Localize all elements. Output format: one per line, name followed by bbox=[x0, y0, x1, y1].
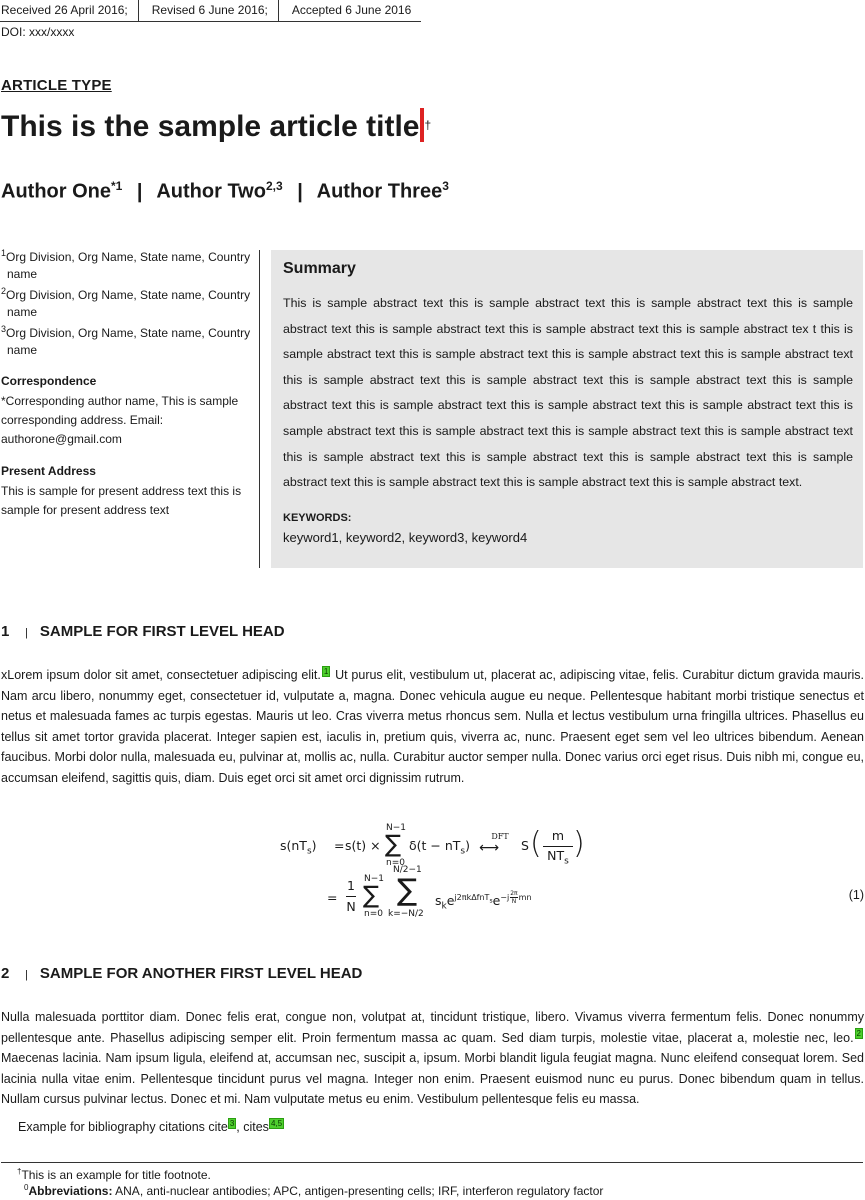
paragraph-text: Example for bibliography citations cite bbox=[18, 1120, 228, 1135]
eq-delta-text: δ(t − nT bbox=[409, 838, 461, 853]
footnote-text: This is an example for title footnote. bbox=[21, 1168, 211, 1182]
eq-sum-upper: N/2−1 bbox=[393, 865, 422, 875]
article-title bbox=[1, 108, 431, 146]
eq-s-t: s(t) × bbox=[345, 838, 381, 853]
eq-sub: k bbox=[441, 901, 447, 912]
eq-exp bbox=[454, 893, 493, 905]
eq-sum-lower: n=0 bbox=[364, 909, 383, 919]
citation-link[interactable]: 3 bbox=[229, 1119, 235, 1128]
footnote-text: ANA, anti-nuclear antibodies; APC, antigen-presenting cells; IRF, interferon regulatory factor bbox=[112, 1184, 604, 1198]
affiliation-text: Org Division, Org Name, State name, Country name bbox=[6, 288, 251, 319]
dft-arrow: ⟷ bbox=[479, 840, 500, 856]
affiliation-text: Org Division, Org Name, State name, Country name bbox=[6, 250, 251, 281]
eq-frac-den bbox=[543, 848, 573, 867]
affiliation-number: 3 bbox=[1, 324, 7, 334]
section-heading bbox=[1, 623, 285, 640]
eq-frac-den-text: NT bbox=[547, 848, 565, 863]
eq-sum-upper: N−1 bbox=[386, 823, 406, 833]
received-date: Received 26 April 2016; bbox=[1, 3, 128, 17]
publication-dates-bar bbox=[0, 0, 421, 22]
equation-number: (1) bbox=[848, 888, 864, 902]
section-number: 1 bbox=[1, 623, 10, 640]
summation-symbol: ∑ bbox=[397, 873, 418, 908]
paragraph-text: xLorem ipsum dolor sit amet, consectetuer adipiscing elit. bbox=[1, 668, 321, 682]
revised-date: Revised 6 June 2016; bbox=[151, 3, 268, 17]
correspondence-text: *Corresponding author name, This is sample corresponding address. Email: authorone@gmail.com bbox=[1, 394, 239, 446]
eq-N: N bbox=[346, 899, 356, 914]
eq-S: S bbox=[521, 838, 529, 853]
column-divider bbox=[259, 250, 260, 568]
author-sup: 2,3 bbox=[265, 179, 283, 193]
divider bbox=[138, 0, 139, 21]
author-sup: *1 bbox=[111, 179, 123, 193]
eq-sum-upper: N−1 bbox=[364, 874, 384, 884]
section-heading bbox=[1, 965, 362, 982]
eq-sub: s bbox=[489, 897, 493, 905]
eq-exp-frac bbox=[510, 890, 517, 905]
title-footnote-mark: † bbox=[424, 118, 432, 132]
affiliation bbox=[1, 283, 251, 321]
right-paren: ) bbox=[573, 826, 585, 861]
present-address-text: This is sample for present address text this is sample for present address text bbox=[1, 484, 242, 517]
eq-frac-num: m bbox=[551, 828, 565, 843]
title-text: This is the sample article title bbox=[1, 110, 420, 143]
doi: DOI: xxx/xxxx bbox=[1, 25, 75, 39]
section-title: SAMPLE FOR ANOTHER FIRST LEVEL HEAD bbox=[39, 965, 363, 982]
eq-sum-lower: k=−N/2 bbox=[388, 909, 424, 919]
eq-sub: s bbox=[306, 846, 312, 857]
bibliography-example bbox=[18, 1118, 284, 1134]
affiliation-number: 1 bbox=[1, 248, 7, 258]
left-paren: ( bbox=[530, 826, 542, 861]
footnote-mark: 0 bbox=[24, 1183, 29, 1192]
eq-lhs: $s(nT_s)$ bbox=[280, 838, 317, 857]
present-address-heading: Present Address bbox=[1, 464, 96, 478]
fraction-bar bbox=[346, 896, 356, 897]
eq-equals: = bbox=[327, 890, 338, 905]
affiliation bbox=[1, 245, 251, 283]
footnote-rule bbox=[1, 1162, 863, 1163]
summation-symbol: ∑ bbox=[385, 830, 402, 858]
author-sup: 3 bbox=[442, 179, 449, 193]
paragraph-text: , cites bbox=[236, 1120, 269, 1135]
author-list bbox=[1, 179, 449, 204]
section2-paragraph bbox=[1, 1007, 864, 1110]
eq-term: $s_ke^{j2\pi k\Delta fnT_s}e^{-j \frac{2\pi}{N} mn}$ bbox=[435, 890, 532, 912]
section-divider: | bbox=[25, 969, 28, 981]
author-name: Author Two bbox=[156, 180, 266, 203]
abbreviations-label: Abbreviations: bbox=[28, 1184, 113, 1198]
paragraph-text: Ut purus elit, vestibulum ut, placerat ac, adipiscing vitae, felis. Curabitur dictum gravida mauris. Nam arcu libero, nonummy eget, consectetuer id, vulputate a, magna. Donec vehicula augue eu neque. Pellentesque habitant morbi tristique senectus et netus et malesuada fames ac turpis egestas. Mauris ut leo. Cras viverra metus rhoncus sem. Nulla et lectus vestibulum urna fringilla ultrices. Phasellus eu tellus sit amet tortor gravida placerat. Integer sapien est, iaculis in, pretium quis, viverra ac, nunc. Praesent eget sem vel leo ultrices bibendum. Aenean faucibus. Morbi dolor nulla, malesuada eu, pulvinar at, mollis ac, nulla. Curabitur auctor semper nulla. Donec varius orci eget risus. Duis nibh mi, congue eu, accumsan eleifend, sagittis quis, diam. Duis eget orci sit amet orci dignissim rutrum. bbox=[1, 668, 864, 785]
summary-box bbox=[271, 250, 863, 568]
fraction-bar bbox=[543, 846, 573, 847]
citation-link[interactable]: 4,5 bbox=[270, 1119, 283, 1128]
section1-paragraph bbox=[1, 665, 864, 789]
author-name: Author Three bbox=[316, 180, 443, 203]
eq-exp-text: −j bbox=[500, 893, 510, 902]
eq-exp-frac-num: 2π bbox=[510, 890, 518, 897]
eq-equals: = bbox=[334, 838, 345, 853]
affiliation-number: 2 bbox=[1, 286, 7, 296]
abbreviations-footnote bbox=[24, 1183, 603, 1198]
keywords-text: keyword1, keyword2, keyword3, keyword4 bbox=[283, 530, 528, 545]
section-divider: | bbox=[25, 627, 28, 639]
summation-symbol: ∑ bbox=[363, 881, 380, 909]
correspondence-heading: Correspondence bbox=[1, 374, 97, 388]
equation bbox=[280, 822, 600, 922]
divider bbox=[278, 0, 279, 21]
paragraph-text: Maecenas lacinia. Nam ipsum ligula, eleifend at, accumsan nec, suscipit a, ipsum. Morbi blandit ligula feugiat magna. Nunc eleifend consequat lorem. Sed lacinia nulla vitae enim. Pellentesque tincidunt purus vel magna. Integer non enim. Praesent euismod nunc eu purus. Donec bibendum quam in tellus. Nullam cursus pulvinar lectus. Donec et mi. Nam vulputate metus eu enim. Vestibulum pellentesque felis eu massa. bbox=[1, 1051, 864, 1107]
citation-link[interactable]: 2 bbox=[856, 1029, 861, 1039]
author-name: Author One bbox=[1, 180, 111, 203]
summary-text: This is sample abstract text this is sample abstract text this is sample abstract text this is sample abstract text this is sample abstract text this is sample abstract text this is sample abstract tex t this is sample abstract text this is sample abstract text this is sample abstract text this is sample abstract text this is sample abstract text this is sample abstract text this is sample abstract text this is sample abstract text this is sample abstract text this is sample abstract text this is sample abstract text this is sample abstract text this is sample abstract text this is sample abstract text this is sample abstract text this is sample abstract text this is sample abstract text this is sample abstract text this is sample abstract text this is sample abstract text this is sample abstract text this is sample abstract text. bbox=[283, 296, 853, 490]
eq-one: 1 bbox=[347, 878, 355, 893]
affiliation bbox=[1, 321, 251, 359]
summary-heading: Summary bbox=[283, 260, 356, 277]
eq-sum-lower: n=0 bbox=[386, 858, 405, 868]
dft-label: DFT bbox=[491, 832, 509, 841]
eq-exp-text: mn bbox=[518, 893, 532, 902]
eq-sub: s bbox=[460, 846, 466, 857]
accepted-date: Accepted 6 June 2016 bbox=[291, 3, 412, 17]
eq-exp-frac-den: N bbox=[511, 898, 517, 905]
eq-exp bbox=[500, 890, 532, 905]
eq-sk: s bbox=[435, 893, 442, 909]
eq-delta: $\delta(t - nT_s)$ bbox=[409, 838, 470, 857]
section-number: 2 bbox=[1, 965, 10, 982]
citation-link[interactable]: 1 bbox=[323, 666, 329, 676]
footnote-mark: † bbox=[17, 1167, 22, 1176]
author-separator: | bbox=[297, 180, 303, 203]
author-separator: | bbox=[136, 180, 143, 203]
eq-lhs-text: s(nT bbox=[280, 838, 307, 853]
article-type: ARTICLE TYPE bbox=[1, 77, 112, 94]
left-column bbox=[1, 245, 251, 520]
affiliation-text: Org Division, Org Name, State name, Country name bbox=[6, 326, 251, 357]
section-title: SAMPLE FOR FIRST LEVEL HEAD bbox=[39, 623, 285, 640]
paragraph-text: Nulla malesuada porttitor diam. Donec felis erat, congue non, volutpat at, tincidunt tristique, libero. Vivamus viverra fermentum felis. Donec nonummy pellentesque ante. Phasellus adipiscing semper elit. Proin fermentum massa ac quam. Sed diam turpis, molestie vitae, placerat a, molestie nec, leo. bbox=[1, 1010, 864, 1045]
eq-sub: s bbox=[564, 856, 569, 867]
keywords-label: KEYWORDS: bbox=[283, 512, 352, 524]
title-footnote bbox=[17, 1167, 211, 1182]
eq-exp-text: j2πkΔfnT bbox=[454, 893, 490, 902]
